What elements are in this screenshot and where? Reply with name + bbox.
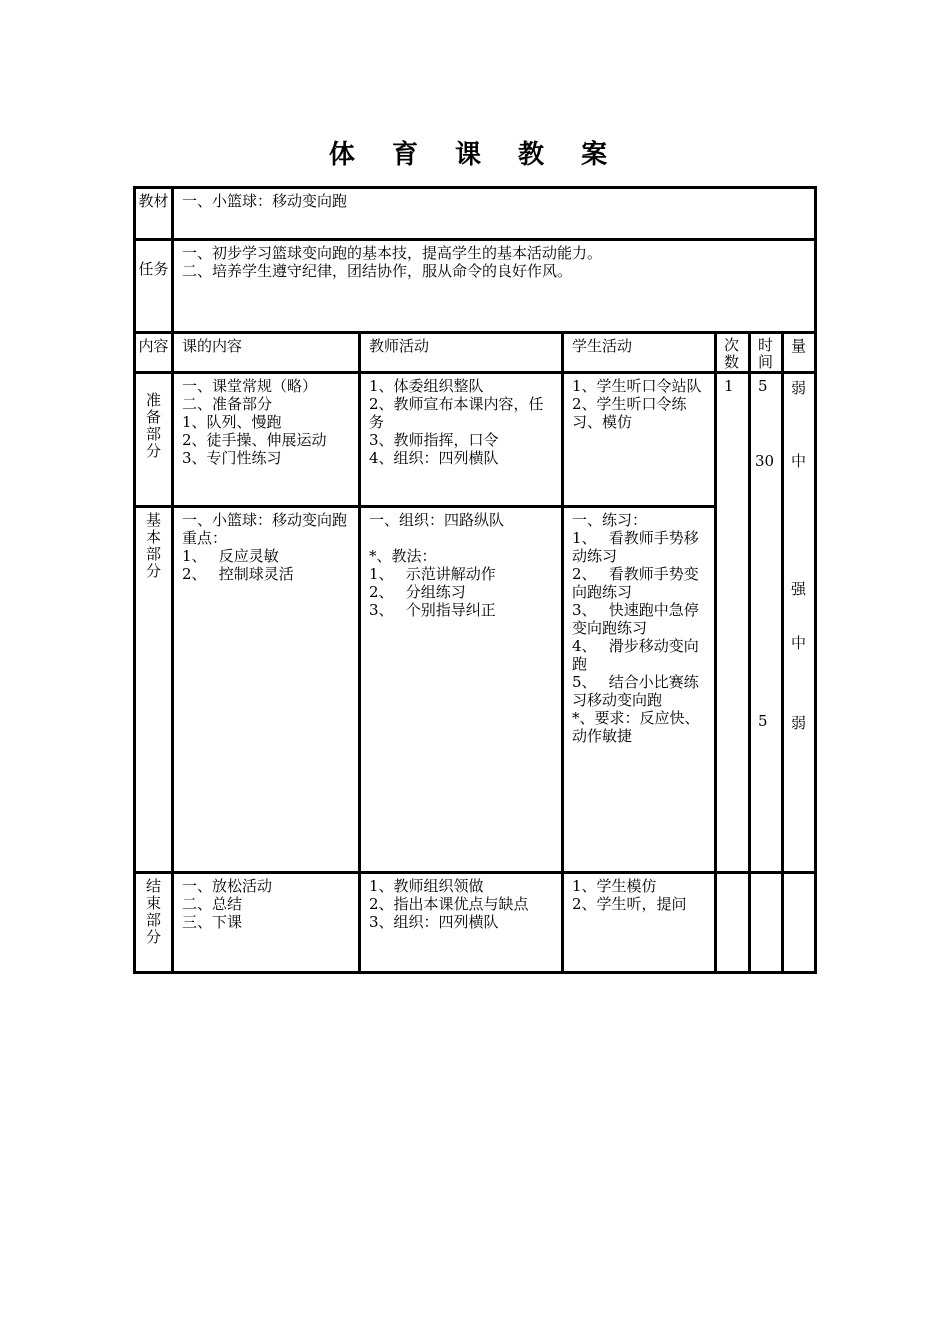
row-prep bbox=[136, 374, 714, 508]
material-content: 一、小篮球：移动变向跑 bbox=[171, 189, 814, 238]
load-4: 中 bbox=[791, 634, 807, 652]
prep-teacher: 1、体委组织整队 2、教师宣布本课内容，任务 3、教师指挥，口令 4、组织：四列横队 bbox=[358, 374, 561, 505]
header-label: 内容 bbox=[138, 337, 169, 355]
header-count: 次数 bbox=[714, 334, 748, 371]
time-column bbox=[748, 374, 781, 874]
count-column bbox=[714, 374, 748, 874]
prep-label: 准备部分 bbox=[146, 391, 162, 460]
basic-teacher: 一、组织：四路纵队 *、教法： 1、 示范讲解动作 2、 分组练习 3、 个别指导纠正 bbox=[358, 508, 561, 871]
row-basic bbox=[136, 508, 714, 874]
header-time: 时间 bbox=[748, 334, 781, 371]
basic-label: 基本部分 bbox=[146, 511, 162, 580]
header-teacher: 教师活动 bbox=[358, 334, 561, 371]
end-time bbox=[748, 874, 781, 971]
prep-count: 1 bbox=[724, 377, 734, 395]
row-task bbox=[136, 241, 814, 334]
page-title: 体 育 课 教 案 bbox=[328, 140, 622, 170]
end-label: 结束部分 bbox=[146, 877, 162, 946]
header-student: 学生活动 bbox=[561, 334, 714, 371]
end-student: 1、学生模仿 2、学生听，提问 bbox=[561, 874, 714, 971]
row-material bbox=[136, 189, 814, 241]
basic-student: 一、练习： 1、 看教师手势移动练习 2、 看教师手势变向跑练习 3、 快速跑中急停变向跑练习 4、 滑步移动变向跑 5、 结合小比赛练习移动变向跑 *、要求：反应快、动作敏捷 bbox=[561, 508, 714, 871]
load-5: 弱 bbox=[791, 714, 807, 732]
header-content: 课的内容 bbox=[171, 334, 358, 371]
load-3: 强 bbox=[791, 580, 807, 598]
end-count bbox=[714, 874, 748, 971]
material-label: 教材 bbox=[138, 192, 169, 210]
task-label: 任务 bbox=[138, 260, 169, 278]
prep-time-2: 30 bbox=[755, 452, 775, 470]
load-1: 弱 bbox=[791, 379, 807, 397]
prep-time-1: 5 bbox=[758, 377, 768, 395]
prep-student: 1、学生听口令站队 2、学生听口令练习、模仿 bbox=[561, 374, 714, 505]
end-load bbox=[781, 874, 814, 971]
basic-content: 一、小篮球：移动变向跑 重点： 1、 反应灵敏 2、 控制球灵活 bbox=[171, 508, 358, 871]
row-end bbox=[136, 874, 814, 971]
load-2: 中 bbox=[791, 452, 807, 470]
header-load: 量 bbox=[781, 334, 814, 371]
end-teacher: 1、教师组织领做 2、指出本课优点与缺点 3、组织：四列横队 bbox=[358, 874, 561, 971]
basic-time: 5 bbox=[758, 712, 768, 730]
task-line: 一、初步学习篮球变向跑的基本技，提高学生的基本活动能力。 bbox=[182, 244, 603, 262]
end-content: 一、放松活动 二、总结 三、下课 bbox=[171, 874, 358, 971]
load-column bbox=[781, 374, 814, 874]
task-line: 二、培养学生遵守纪律，团结协作，服从命令的良好作风。 bbox=[182, 262, 573, 280]
lesson-plan-table bbox=[133, 186, 817, 974]
prep-content: 一、课堂常规（略） 二、准备部分 1、队列、慢跑 2、徒手操、伸展运动 3、专门性练习 bbox=[171, 374, 358, 505]
task-content bbox=[171, 241, 814, 331]
row-header bbox=[136, 334, 814, 374]
